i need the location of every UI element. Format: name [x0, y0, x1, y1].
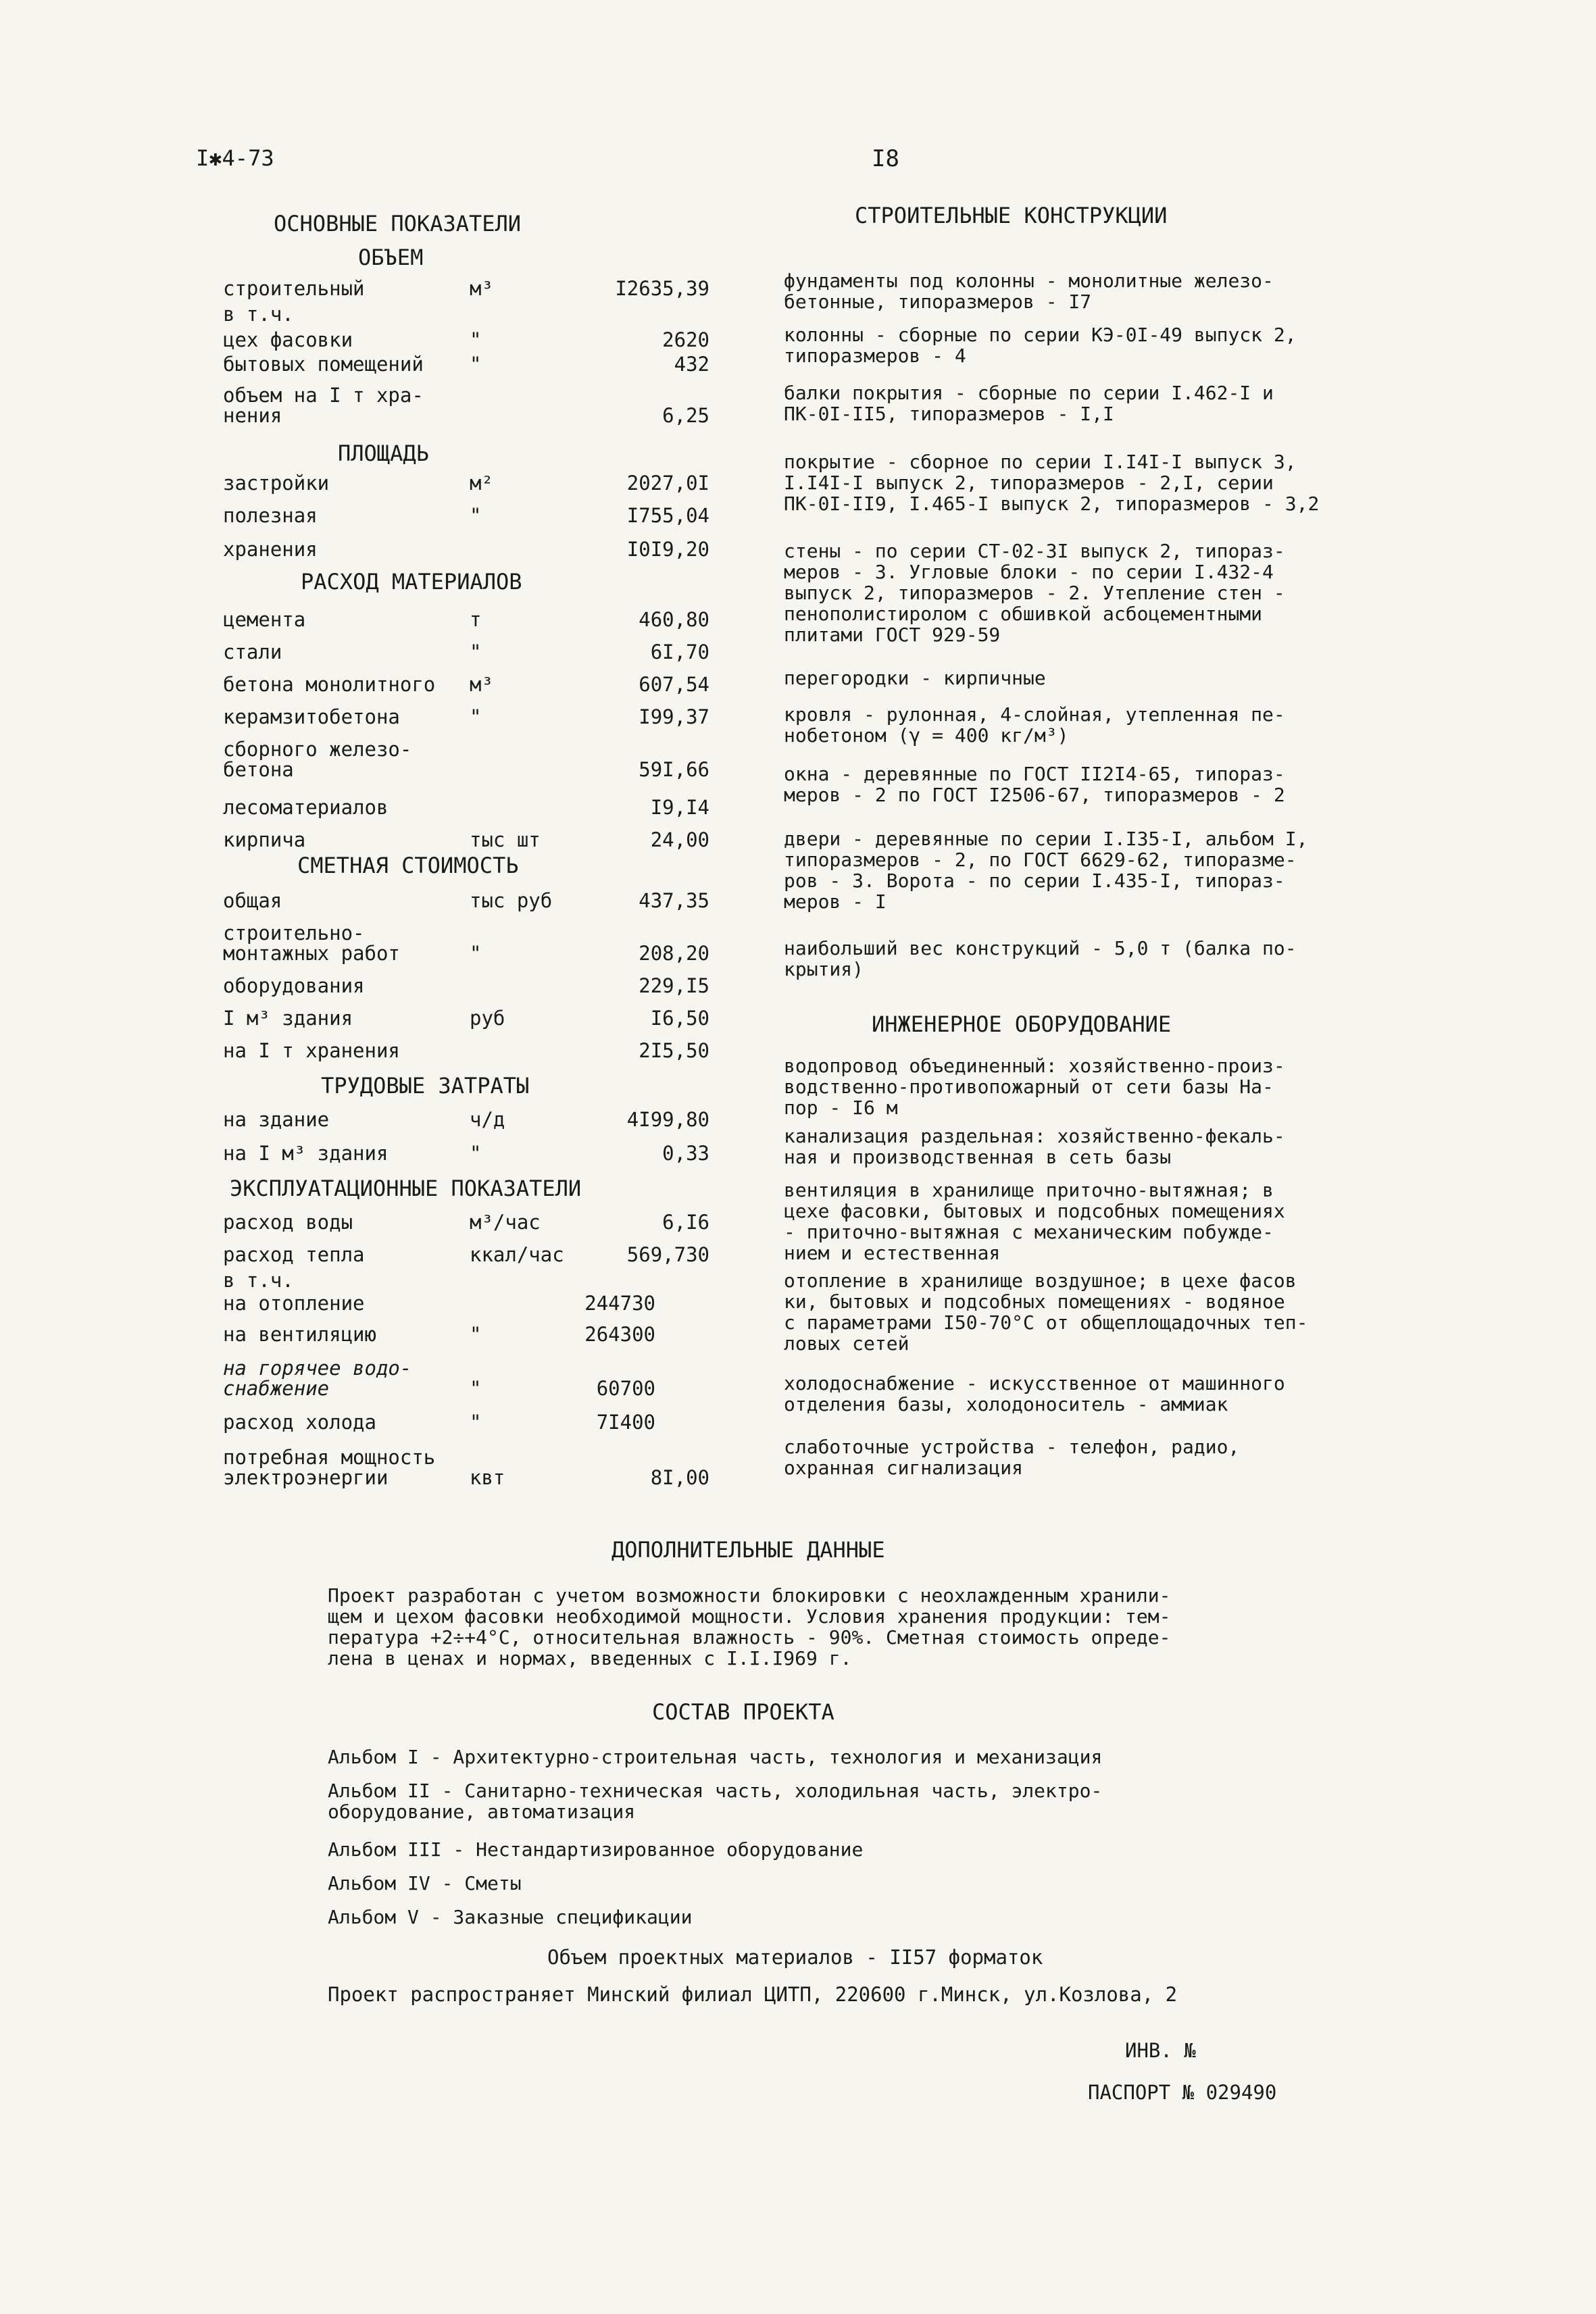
equipment-paragraph: слаботочные устройства - телефон, радио, охранная сигнализация [784, 1436, 1240, 1479]
construction-paragraph: окна - деревянные по ГОСТ II2I4-65, типораз- меров - 2 по ГОСТ I2506-67, типоразмеров - 2 [784, 763, 1285, 806]
section-heading-cost: СМЕТНАЯ СТОИМОСТЬ [297, 853, 519, 878]
indicator-row [223, 1244, 730, 1272]
album-item: Альбом III - Нестандартизированное оборудование [328, 1838, 864, 1861]
indicator-row [223, 738, 730, 781]
section-heading-area: ПЛОЩАДЬ [338, 441, 429, 466]
main-indicators-title: ОСНОВНЫЕ ПОКАЗАТЕЛИ [274, 211, 522, 236]
indicator-unit: м³/час [470, 1211, 541, 1234]
indicator-label: на отопление [223, 1292, 365, 1315]
indicator-label: общая [223, 889, 282, 912]
album-item: Альбом I - Архитектурно-строительная часть, технология и механизация [328, 1746, 1103, 1768]
indicator-row [223, 1109, 730, 1136]
indicator-row [223, 304, 730, 331]
indicator-row [223, 1412, 730, 1439]
indicator-label: расход воды [223, 1211, 353, 1234]
indicator-row [223, 609, 730, 636]
indicator-value: 6I,70 [650, 640, 709, 663]
indicator-row [223, 890, 730, 917]
indicator-row [223, 539, 730, 566]
indicator-unit: " [470, 1142, 482, 1165]
constructions-title: СТРОИТЕЛЬНЫЕ КОНСТРУКЦИИ [855, 203, 1168, 228]
indicator-row [223, 1324, 730, 1351]
indicator-unit: ч/д [470, 1108, 505, 1131]
indicator-unit: " [470, 328, 482, 351]
indicator-value: 59I,66 [639, 758, 709, 781]
additional-data-title: ДОПОЛНИТЕЛЬНЫЕ ДАННЫЕ [612, 1537, 885, 1563]
equipment-title: ИНЖЕНЕРНОЕ ОБОРУДОВАНИЕ [872, 1011, 1172, 1037]
indicator-row [223, 1040, 730, 1067]
indicator-label: строительный [223, 277, 365, 300]
indicator-row [223, 473, 730, 500]
indicator-value: 6,25 [662, 404, 709, 427]
indicator-row [223, 707, 730, 734]
indicator-label: на горячее водо- снабжение [223, 1357, 412, 1400]
indicator-value: 432 [674, 353, 709, 376]
indicator-value: I6,50 [650, 1007, 709, 1030]
distributor-note: Проект распространяет Минский филиал ЦИТП, 220600 г.Минск, ул.Козлова, 2 [328, 1983, 1178, 2006]
indicator-value: 60700 [596, 1377, 655, 1400]
construction-paragraph: наибольший вес конструкций - 5,0 т (балка по- крытия) [784, 937, 1297, 980]
indicator-value: 2027,0I [626, 472, 709, 495]
indicator-value: 437,35 [639, 889, 709, 912]
indicator-value: I2635,39 [615, 277, 709, 300]
indicator-label: строительно- монтажных работ [223, 922, 400, 965]
indicator-label: сборного железо- бетона [223, 738, 412, 781]
indicator-unit: м³ [470, 673, 493, 696]
indicator-label: I м³ здания [223, 1007, 353, 1030]
indicator-row [223, 1008, 730, 1035]
indicator-value: 229,I5 [639, 974, 709, 997]
indicator-label: на I т хранения [223, 1039, 400, 1062]
indicator-label: цемента [223, 608, 306, 631]
indicator-label: стали [223, 640, 282, 663]
album-item: Альбом V - Заказные спецификации [328, 1906, 693, 1928]
indicator-label: в т.ч. [223, 1269, 294, 1292]
indicator-row [223, 1357, 730, 1400]
construction-paragraph: стены - по серии СТ-02-3I выпуск 2, типораз- меров - 3. Угловые блоки - по серии I.432-4 выпуск 2, типоразмеров - 2. Утепление стен - пенополистиролом с обшивкой асбоцементными плитами ГОСТ 929-59 [784, 540, 1285, 646]
indicator-unit: т [470, 608, 482, 631]
indicator-label: объем на I т хра- нения [223, 384, 424, 427]
indicator-unit: квт [470, 1466, 505, 1489]
document-code: I✱4-73 [196, 145, 274, 171]
indicator-label: в т.ч. [223, 303, 294, 326]
indicator-row [223, 922, 730, 965]
additional-data-text: Проект разработан с учетом возможности блокировки с неохлажденным хранили- щем и цехом фасовки необходимой мощности. Условия хранения продукции: тем- пература +2÷+4°C, относительная влажность - 90%. Сметная стоимость опреде- лена в ценах и нормах, введенных с I.I.I969 г. [328, 1584, 1171, 1669]
indicator-label: на здание [223, 1108, 330, 1131]
page-number: I8 [872, 145, 899, 172]
indicator-row [223, 1143, 730, 1170]
passport-number: ПАСПОРТ № 029490 [1088, 2081, 1277, 2104]
indicator-unit: " [470, 504, 482, 527]
indicator-value: 6,I6 [662, 1211, 709, 1234]
equipment-paragraph: холодоснабжение - искусственное от машинного отделения базы, холодоноситель - аммиак [784, 1372, 1285, 1415]
indicator-label: на вентиляцию [223, 1323, 376, 1346]
indicator-row [223, 278, 730, 305]
indicator-value: 460,80 [639, 608, 709, 631]
indicator-row [223, 976, 730, 1003]
section-heading-operation: ЭКСПЛУАТАЦИОННЫЕ ПОКАЗАТЕЛИ [230, 1176, 582, 1201]
indicator-unit: м³ [470, 277, 493, 300]
equipment-paragraph: водопровод объединенный: хозяйственно-произ- водственно-противопожарный от сети базы На- пор - I6 м [784, 1055, 1285, 1119]
indicator-unit: " [470, 353, 482, 376]
indicator-value: I755,04 [626, 504, 709, 527]
construction-paragraph: фундаменты под колонны - монолитные железо- бетонные, типоразмеров - I7 [784, 270, 1274, 313]
indicator-value: I99,37 [639, 705, 709, 728]
indicator-value: I0I9,20 [626, 538, 709, 561]
indicator-unit: " [470, 942, 482, 965]
indicator-unit: " [470, 1323, 482, 1346]
construction-paragraph: перегородки - кирпичные [784, 667, 1046, 689]
inventory-number: ИНВ. № [1125, 2039, 1196, 2062]
construction-paragraph: колонны - сборные по серии КЭ-0I-49 выпуск 2, типоразмеров - 4 [784, 324, 1297, 367]
equipment-paragraph: отопление в хранилище воздушное; в цехе фасов ки, бытовых и подсобных помещениях - водяное с параметрами I50-70°C от общеплощадочных теп- ловых сетей [784, 1269, 1308, 1355]
indicator-unit: " [470, 1411, 482, 1434]
indicator-label: керамзитобетона [223, 705, 400, 728]
indicator-row [223, 1446, 730, 1489]
indicator-label: расход холода [223, 1411, 376, 1434]
construction-paragraph: двери - деревянные по серии I.I35-I, альбом I, типоразмеров - 2, по ГОСТ 6629-62, типоразме- ров - 3. Ворота - по серии I.435-I, типораз- меров - I [784, 828, 1308, 913]
indicator-value: 24,00 [650, 828, 709, 851]
indicator-unit: ккал/час [470, 1243, 564, 1266]
indicator-label: полезная [223, 504, 318, 527]
indicator-unit: " [470, 640, 482, 663]
indicator-value: 8I,00 [650, 1466, 709, 1489]
indicator-value: 2620 [662, 328, 709, 351]
indicator-unit: м² [470, 472, 493, 495]
album-item: Альбом II - Санитарно-техническая часть, холодильная часть, электро- оборудование, автоматизация [328, 1780, 1103, 1823]
indicator-unit: руб [470, 1007, 505, 1030]
indicator-value: 264300 [584, 1323, 655, 1346]
indicator-value: I9,I4 [650, 796, 709, 819]
indicator-value: 208,20 [639, 942, 709, 965]
indicator-row [223, 797, 730, 824]
indicator-value: 244730 [584, 1292, 655, 1315]
indicator-label: хранения [223, 538, 318, 561]
indicator-row [223, 1212, 730, 1239]
indicator-row [223, 505, 730, 532]
indicator-label: расход тепла [223, 1243, 365, 1266]
indicator-value: 7I400 [596, 1411, 655, 1434]
indicator-label: лесоматериалов [223, 796, 389, 819]
equipment-paragraph: канализация раздельная: хозяйственно-фекаль- ная и производственная в сеть базы [784, 1125, 1285, 1168]
indicator-row [223, 384, 730, 427]
indicator-label: цех фасовки [223, 328, 353, 351]
indicator-label: потребная мощность электроэнергии [223, 1446, 436, 1489]
indicator-row [223, 354, 730, 381]
indicator-row [223, 1293, 730, 1320]
indicator-label: бетона монолитного [223, 673, 436, 696]
indicator-label: на I м³ здания [223, 1142, 389, 1165]
indicator-label: бытовых помещений [223, 353, 424, 376]
construction-paragraph: кровля - рулонная, 4-слойная, утепленная пе- нобетоном (γ = 400 кг/м³) [784, 703, 1285, 747]
indicator-row [223, 674, 730, 701]
indicator-value: 0,33 [662, 1142, 709, 1165]
indicator-value: 569,730 [626, 1243, 709, 1266]
construction-paragraph: балки покрытия - сборные по серии I.462-I и ПК-0I-II5, типоразмеров - I,I [784, 382, 1274, 425]
construction-paragraph: покрытие - сборное по серии I.I4I-I выпуск 3, I.I4I-I выпуск 2, типоразмеров - 2,I, серии ПК-0I-II9, I.465-I выпуск 2, типоразмеров - 3,2 [784, 451, 1320, 515]
volume-note: Объем проектных материалов - II57 форматок [547, 1946, 1043, 1969]
equipment-paragraph: вентиляция в хранилище приточно-вытяжная; в цехе фасовки, бытовых и подсобных помещениях - приточно-вытяжная с механическим побужде- нием и естественная [784, 1179, 1285, 1264]
indicator-label: оборудования [223, 974, 365, 997]
indicator-row [223, 642, 730, 669]
indicator-value: 607,54 [639, 673, 709, 696]
indicator-unit: " [470, 1377, 482, 1400]
project-composition-title: СОСТАВ ПРОЕКТА [652, 1699, 834, 1725]
indicator-label: кирпича [223, 828, 306, 851]
indicator-unit: тыс руб [470, 889, 553, 912]
indicator-unit: тыс шт [470, 828, 541, 851]
indicator-value: 4I99,80 [626, 1108, 709, 1131]
album-item: Альбом IV - Сметы [328, 1872, 522, 1894]
indicator-unit: " [470, 705, 482, 728]
section-heading-labor: ТРУДОВЫЕ ЗАТРАТЫ [321, 1073, 530, 1099]
indicator-value: 2I5,50 [639, 1039, 709, 1062]
indicator-label: застройки [223, 472, 330, 495]
section-heading-materials: РАСХОД МАТЕРИАЛОВ [301, 569, 522, 595]
section-heading-volume: ОБЪЕМ [358, 245, 424, 270]
